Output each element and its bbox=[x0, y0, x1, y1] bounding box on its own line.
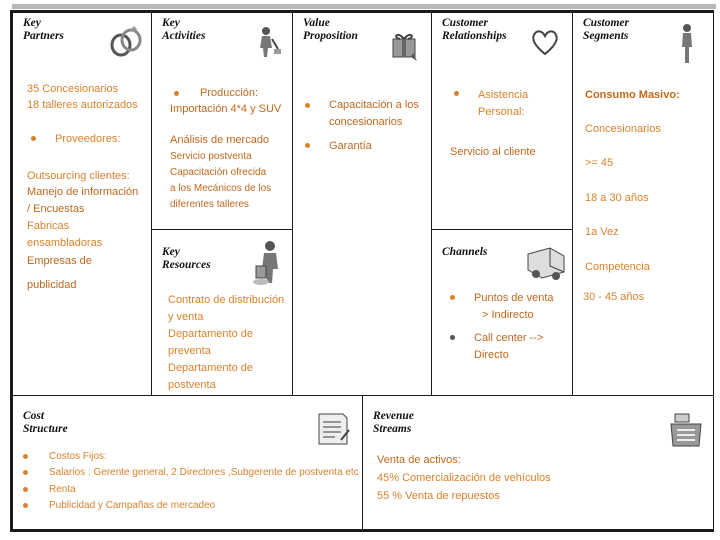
bullet bbox=[450, 295, 455, 300]
resources-depto-3: Departamento de bbox=[168, 362, 253, 374]
activities-produccion-2: Importación 4*4 y SUV bbox=[170, 103, 282, 115]
segments-rango-18-30: 18 a 30 años bbox=[585, 192, 649, 204]
bullet bbox=[31, 136, 36, 141]
customer-segments-block bbox=[572, 12, 714, 396]
cost-salarios: Salarios : Gerente general, 2 Directores ,Subgerente de postventa etc bbox=[49, 467, 359, 478]
partners-line-concesionarios: 35 Concesionarios bbox=[27, 83, 119, 95]
channels-callcenter: Call center --> bbox=[474, 332, 544, 344]
revenue-repuestos: 55 % Venta de repuestos bbox=[377, 490, 500, 502]
gift-icon bbox=[389, 27, 421, 63]
relationships-asistencia-2: Personal: bbox=[478, 106, 525, 118]
key-resources-title: Key Resources bbox=[162, 246, 211, 271]
activities-analisis: Análisis de mercado bbox=[170, 134, 270, 146]
segments-rango-30-45: 30 - 45 años bbox=[583, 291, 645, 303]
cost-publicidad: Publicidad y Campañas de mercadeo bbox=[49, 500, 216, 511]
channels-block bbox=[431, 229, 573, 396]
partners-manejo-2: / Encuestas bbox=[27, 203, 85, 215]
receipt-icon bbox=[313, 410, 353, 448]
worker-vacuum-icon bbox=[252, 25, 282, 59]
key-resources-block bbox=[151, 229, 293, 396]
revenue-comercializacion: 45% Comercialización de vehículos bbox=[377, 472, 551, 484]
partners-proveedores: Proveedores: bbox=[55, 133, 121, 145]
bullet bbox=[23, 487, 28, 492]
value-proposition-block bbox=[292, 12, 432, 396]
business-model-canvas bbox=[10, 10, 714, 532]
top-border-bar bbox=[12, 4, 716, 9]
segments-vez: 1a Vez bbox=[585, 226, 619, 238]
bullet bbox=[174, 91, 179, 96]
key-activities-title: Key Activities bbox=[162, 17, 206, 42]
segments-consumo: Consumo Masivo: bbox=[585, 89, 680, 101]
cost-structure-title: Cost Structure bbox=[23, 410, 68, 435]
resources-contrato-2: y venta bbox=[168, 311, 204, 323]
resources-contrato-1: Contrato de distribución bbox=[168, 294, 285, 306]
segments-competencia: Competencia bbox=[585, 261, 650, 273]
resources-depto-4: postventa bbox=[168, 379, 216, 391]
activities-produccion-1: Producción: bbox=[200, 87, 259, 99]
customer-segments-title: Customer Segments bbox=[583, 17, 630, 42]
partners-outsourcing: Outsourcing clientes: bbox=[27, 170, 130, 182]
person-icon bbox=[677, 23, 697, 65]
value-garantia: Garantía bbox=[329, 140, 372, 152]
customer-relationships-title: Customer Relationships bbox=[442, 17, 507, 42]
partners-empresas-1: Empresas de bbox=[27, 255, 92, 267]
bullet bbox=[454, 91, 459, 96]
rings-icon bbox=[109, 25, 143, 59]
revenue-streams-block bbox=[362, 395, 714, 530]
partners-empresas-2: publicidad bbox=[27, 279, 77, 291]
resources-depto-1: Departamento de bbox=[168, 328, 253, 340]
channels-title: Channels bbox=[442, 246, 488, 258]
truck-icon bbox=[524, 246, 568, 282]
cost-costos-fijos: Costos Fijos: bbox=[49, 451, 107, 462]
revenue-venta: Venta de activos: bbox=[377, 454, 461, 466]
customer-relationships-block bbox=[431, 12, 573, 230]
cost-renta: Renta bbox=[49, 484, 76, 495]
partners-fabricas-1: Fabricas bbox=[27, 220, 70, 232]
relationships-servicio: Servicio al cliente bbox=[450, 146, 536, 158]
bullet bbox=[23, 503, 28, 508]
channels-puntos: Puntos de venta bbox=[474, 292, 554, 304]
relationships-asistencia-1: Asistencia bbox=[478, 89, 529, 101]
key-activities-block bbox=[151, 12, 293, 230]
partners-line-talleres: 18 talleres autorizados bbox=[27, 99, 138, 111]
cost-structure-block bbox=[12, 395, 363, 530]
channels-directo: Directo bbox=[474, 349, 509, 361]
value-proposition-title: Value Proposition bbox=[303, 17, 358, 42]
activities-capacitacion-3: diferentes talleres bbox=[170, 199, 249, 210]
heart-icon bbox=[530, 27, 560, 57]
activities-capacitacion-2: a los Mecánicos de los bbox=[170, 183, 272, 194]
partners-manejo-1: Manejo de información bbox=[27, 186, 139, 198]
partners-fabricas-2: ensambladoras bbox=[27, 237, 103, 249]
activities-capacitacion-1: Capacitación ofrecida bbox=[170, 167, 267, 178]
segments-mayor45: >= 45 bbox=[585, 157, 614, 169]
bullet bbox=[23, 454, 28, 459]
worker-icon bbox=[252, 240, 284, 288]
key-partners-title: Key Partners bbox=[23, 17, 64, 42]
key-partners-block bbox=[12, 12, 152, 396]
resources-depto-2: preventa bbox=[168, 345, 211, 357]
activities-servicio: Servicio postventa bbox=[170, 151, 252, 162]
cash-register-icon bbox=[667, 410, 705, 450]
revenue-streams-title: Revenue Streams bbox=[373, 410, 414, 435]
value-capacitacion-1: Capacitación a los bbox=[329, 99, 419, 111]
bullet bbox=[305, 143, 310, 148]
channels-indirecto: > Indirecto bbox=[482, 309, 534, 321]
bullet bbox=[23, 470, 28, 475]
segments-concesionarios: Concesionarios bbox=[585, 123, 661, 135]
value-capacitacion-2: concesionarios bbox=[329, 116, 403, 128]
bullet bbox=[305, 103, 310, 108]
bullet bbox=[450, 335, 455, 340]
